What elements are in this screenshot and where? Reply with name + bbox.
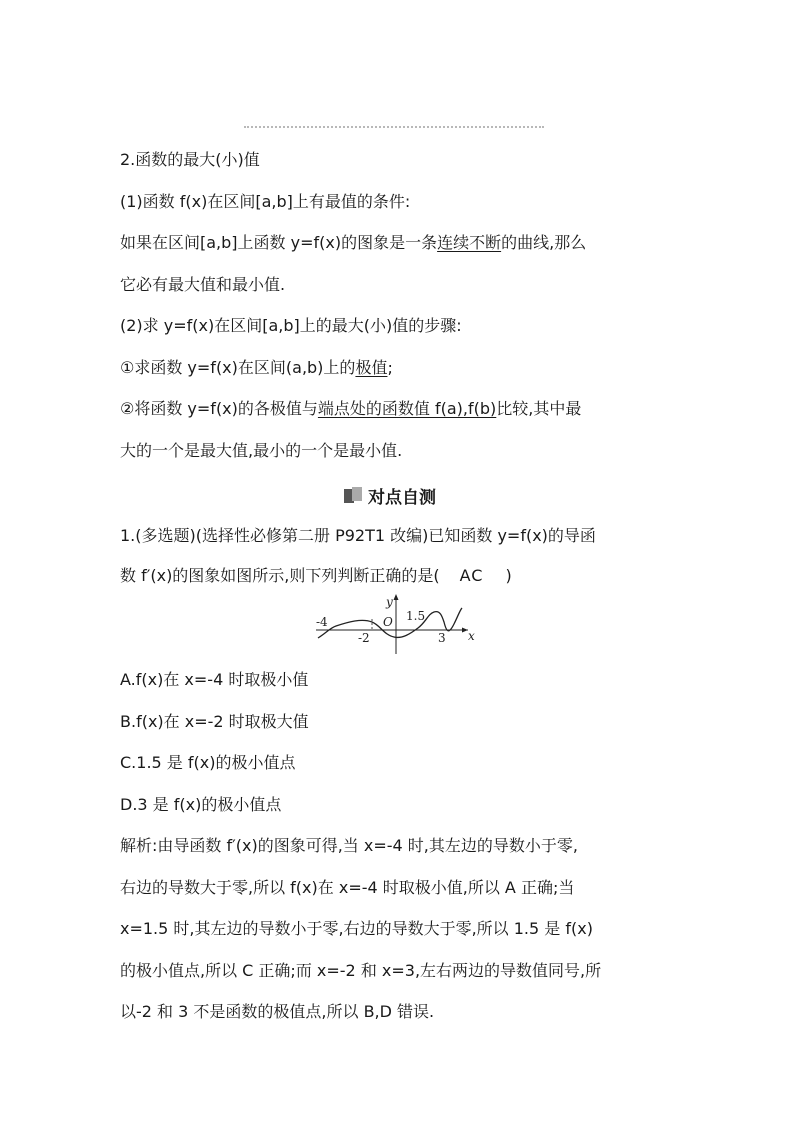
tick-label-neg4: -4 xyxy=(316,615,328,629)
question-line-2 xyxy=(120,566,512,586)
analysis-line-1: 解析:由导函数 f′(x)的图象可得,当 x=-4 时,其左边的导数小于零, xyxy=(120,836,578,855)
tick-label-1-5: 1.5 xyxy=(406,609,426,623)
underlined-endpoint-values: 端点处的函数值 f(a),f(b) xyxy=(317,399,497,418)
origin-label: O xyxy=(383,615,393,629)
underlined-extremum: 极值 xyxy=(355,358,388,377)
analysis-line-4: 的极小值点,所以 C 正确;而 x=-2 和 x=3,左右两边的导数值同号,所 xyxy=(120,961,602,980)
step-1b: ; xyxy=(387,358,393,377)
option-c: C.1.5 是 f(x)的极小值点 xyxy=(120,753,296,772)
option-b: B.f(x)在 x=-2 时取极大值 xyxy=(120,712,309,731)
step-1 xyxy=(120,358,393,378)
analysis-line-5: 以-2 和 3 不是函数的极值点,所以 B,D 错误. xyxy=(120,1002,435,1021)
top-dotted-divider xyxy=(244,126,544,128)
underlined-continuous: 连续不断 xyxy=(437,233,502,252)
y-axis-arrow xyxy=(394,594,399,600)
y-axis-label: y xyxy=(386,595,393,609)
condition-text-line-2: 它必有最大值和最小值. xyxy=(120,275,286,294)
condition-label: (1)函数 f(x)在区间[a,b]上有最值的条件: xyxy=(120,192,411,211)
option-a: A.f(x)在 x=-4 时取极小值 xyxy=(120,670,309,689)
tick-label-3: 3 xyxy=(438,631,446,645)
condition-text-1a: 如果在区间[a,b]上函数 y=f(x)的图象是一条 xyxy=(120,233,438,252)
step-2b: 比较,其中最 xyxy=(496,399,582,418)
condition-text-1b: 的曲线,那么 xyxy=(501,233,587,252)
step-1a: ①求函数 y=f(x)在区间(a,b)上的 xyxy=(120,358,356,377)
analysis-line-2: 右边的导数大于零,所以 f(x)在 x=-4 时取极小值,所以 A 正确;当 xyxy=(120,878,575,897)
heading-square-icon xyxy=(344,487,362,503)
analysis-line-3: x=1.5 时,其左边的导数小于零,右边的导数大于零,所以 1.5 是 f(x) xyxy=(120,919,593,938)
tick-label-neg2: -2 xyxy=(358,631,370,645)
option-d: D.3 是 f(x)的极小值点 xyxy=(120,795,282,814)
x-axis-label: x xyxy=(468,629,475,643)
answer-text: AC xyxy=(459,566,484,585)
exercise-heading-text: 对点自测 xyxy=(368,487,436,508)
question-line-2a: 数 f′(x)的图象如图所示,则下列判断正确的是( xyxy=(120,566,440,585)
question-line-1: 1.(多选题)(选择性必修第二册 P92T1 改编)已知函数 y=f(x)的导函 xyxy=(120,526,596,545)
section-title: 2.函数的最大(小)值 xyxy=(120,150,260,169)
step-2-line-2: 大的一个是最大值,最小的一个是最小值. xyxy=(120,441,403,460)
step-2-line-1 xyxy=(120,399,581,419)
exercise-heading xyxy=(344,484,436,506)
question-line-2b: ) xyxy=(505,566,512,585)
steps-label: (2)求 y=f(x)在区间[a,b]上的最大(小)值的步骤: xyxy=(120,316,462,335)
derivative-graph xyxy=(310,592,480,656)
step-2a: ②将函数 y=f(x)的各极值与 xyxy=(120,399,318,418)
condition-text-line-1 xyxy=(120,233,586,253)
